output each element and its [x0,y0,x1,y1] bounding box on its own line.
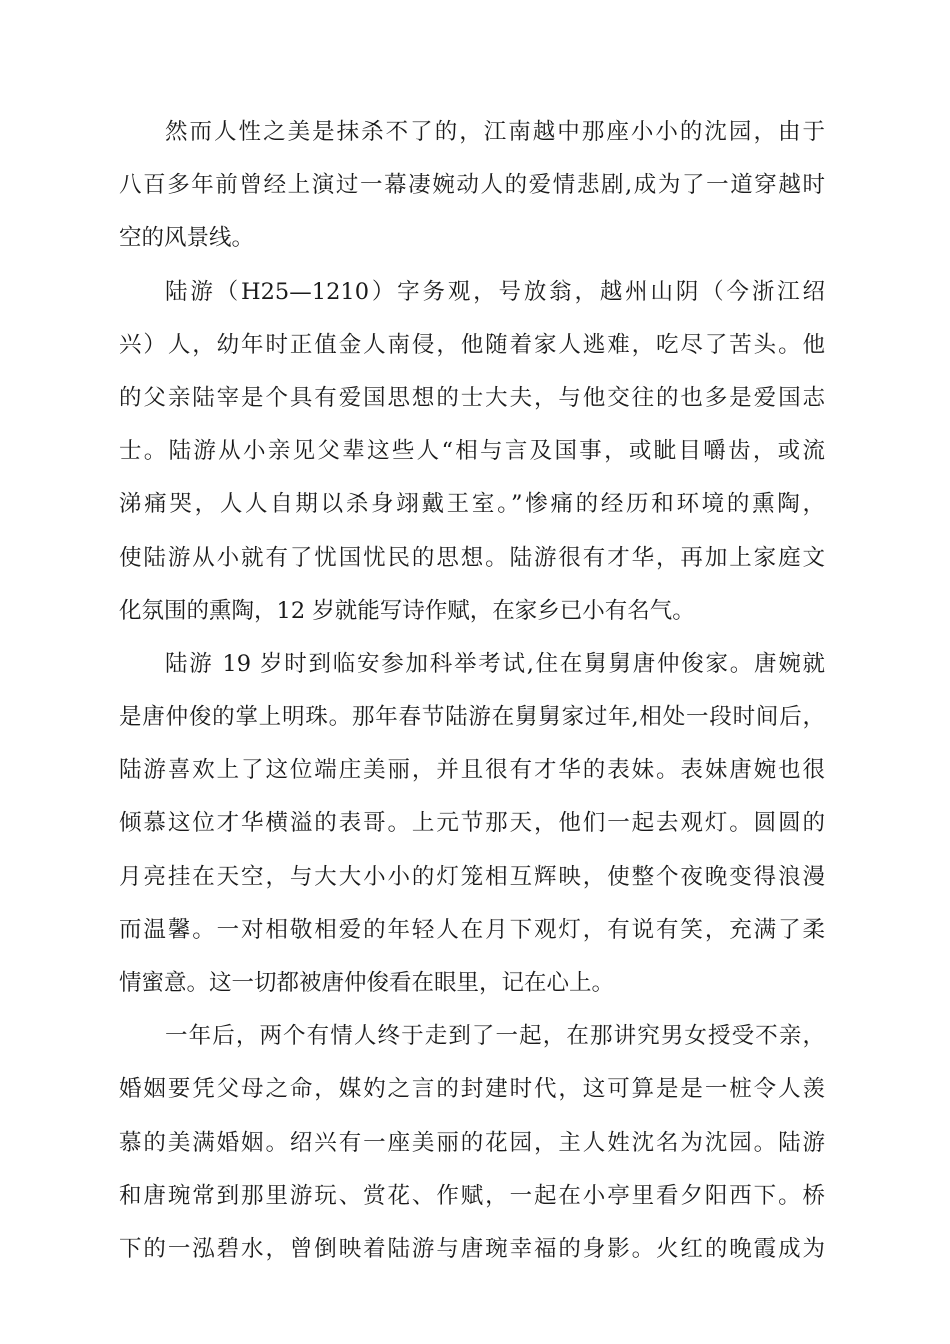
text-line: 和唐琬常到那里游玩、赏花、作赋，一起在小亭里看夕阳西下。桥 [119,1182,825,1209]
text-line: 而温馨。一对相敬相爱的年轻人在月下观灯，有说有笑，充满了柔 [119,916,825,943]
paragraph [119,106,825,266]
text-line: 是唐仲俊的掌上明珠。那年春节陆游在舅舅家过年,相处一段时间后， [119,704,825,731]
body-text [119,106,825,1276]
paragraph [119,638,825,1010]
text-line: 月亮挂在天空，与大大小小的灯笼相互辉映，使整个夜晚变得浪漫 [119,863,825,890]
paragraph [119,1010,825,1276]
text-line: 使陆游从小就有了忧国忧民的思想。陆游很有才华，再加上家庭文 [119,544,825,571]
text-line: 兴）人，幼年时正值金人南侵，他随着家人逃难，吃尽了苦头。他 [119,331,825,358]
text-line: 倾慕这位才华横溢的表哥。上元节那天，他们一起去观灯。圆圆的 [119,810,825,837]
text-line: 涕痛哭，人人自期以杀身翊戴王室。”惨痛的经历和环境的熏陶， [119,491,825,518]
text-line: 一年后，两个有情人终于走到了一起，在那讲究男女授受不亲， [165,1023,825,1050]
text-line: 陆游喜欢上了这位端庄美丽，并且很有才华的表妹。表妹唐婉也很 [119,757,825,784]
text-line: 慕的美满婚姻。绍兴有一座美丽的花园，主人姓沈名为沈园。陆游 [119,1129,825,1156]
text-line: 陆游（H25—1210）字务观，号放翁，越州山阴（今浙江绍 [165,278,825,305]
text-line: 八百多年前曾经上演过一幕凄婉动人的爱情悲剧,成为了一道穿越时 [119,172,825,199]
text-line: 士。陆游从小亲见父辈这些人“相与言及国事，或眦目嚼齿，或流 [119,438,825,465]
text-line: 空的风景线。 [119,225,255,252]
text-line: 的父亲陆宰是个具有爱国思想的士大夫，与他交往的也多是爱国志 [119,384,825,411]
paragraph [119,266,825,638]
text-line: 然而人性之美是抹杀不了的，江南越中那座小小的沈园，由于 [165,119,825,145]
text-line: 婚姻要凭父母之命，媒妁之言的封建时代，这可算是是一桩令人羡 [119,1076,825,1103]
text-line: 化氛围的熏陶，12 岁就能写诗作赋，在家乡已小有名气。 [119,597,695,624]
text-line: 陆游 19 岁时到临安参加科举考试,住在舅舅唐仲俊家。唐婉就 [165,650,825,677]
text-line: 下的一泓碧水，曾倒映着陆游与唐琬幸福的身影。火红的晚霞成为 [119,1235,825,1262]
text-line: 情蜜意。这一切都被唐仲俊看在眼里，记在心上。 [119,970,615,996]
